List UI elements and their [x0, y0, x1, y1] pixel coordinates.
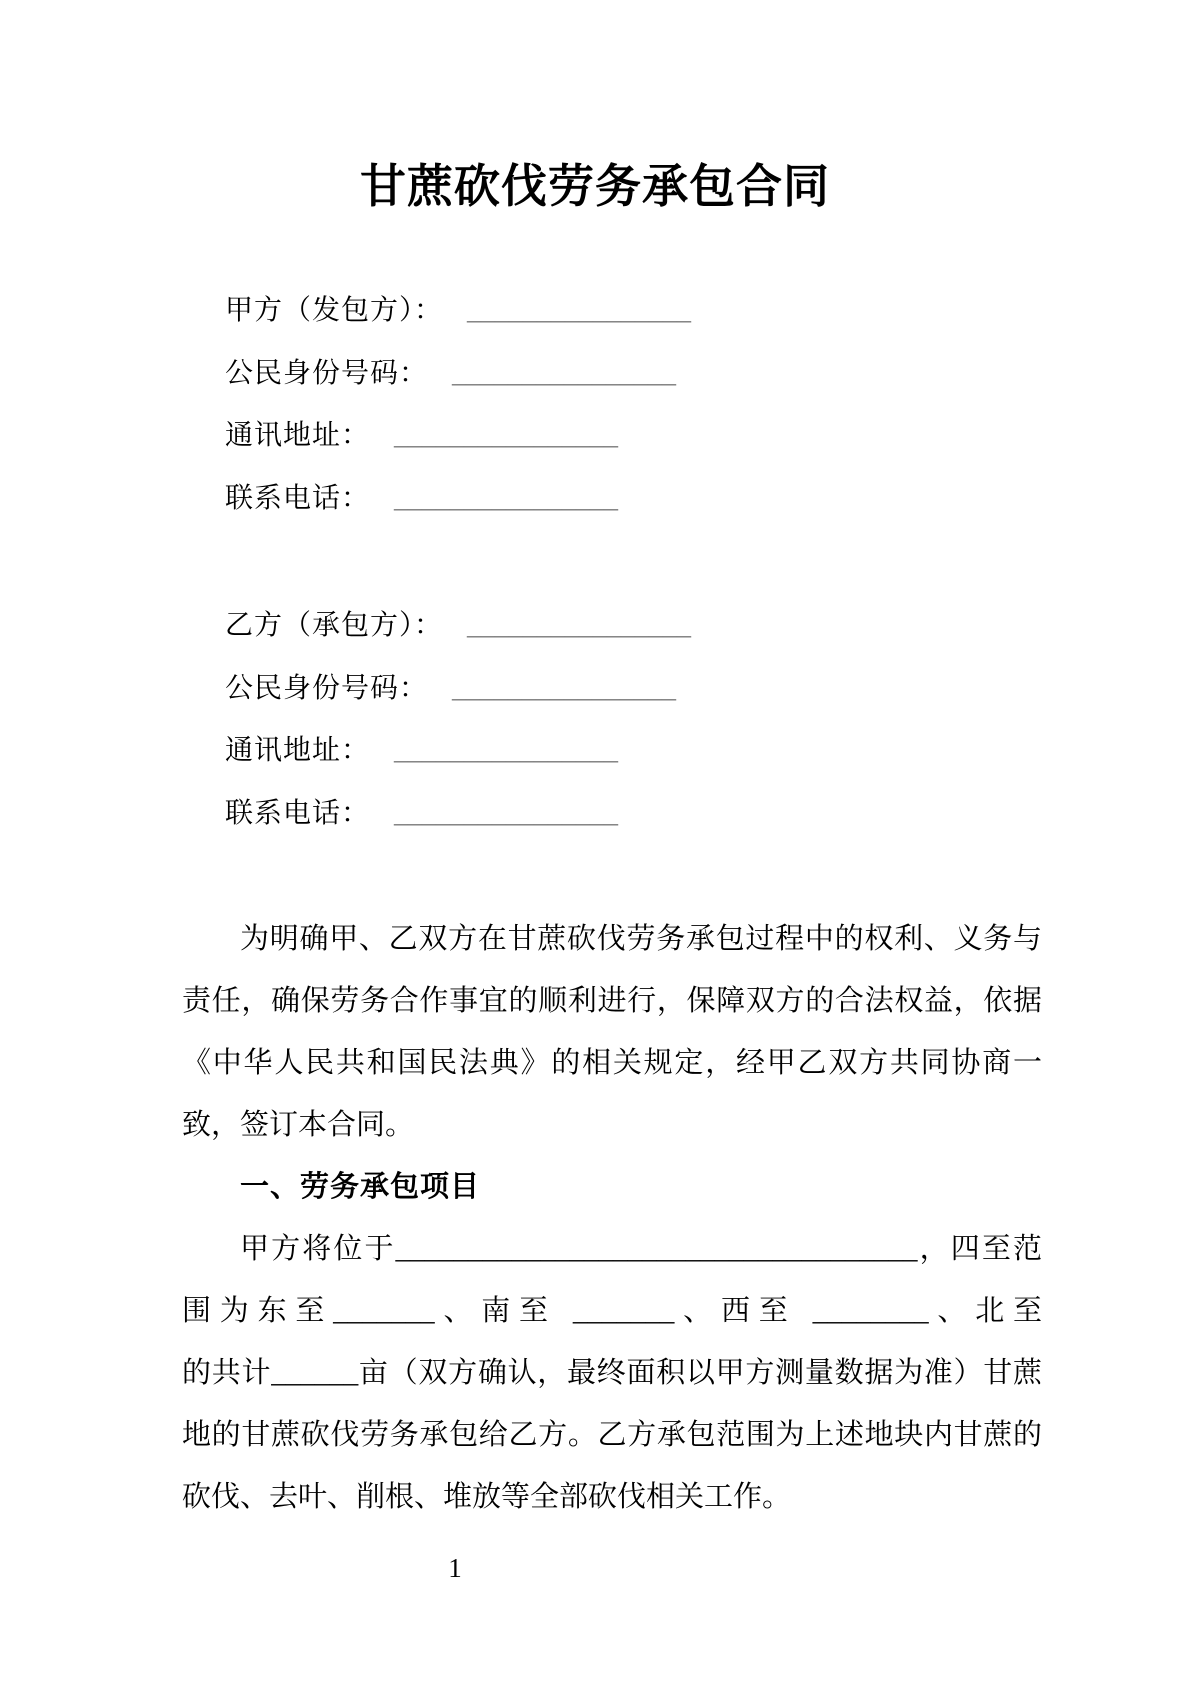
contract-body [182, 908, 1042, 1528]
party-a-name-label: 甲方（发包方）： [225, 295, 444, 326]
party-a-address-blank-line: ________________ [394, 420, 619, 451]
section-1-line: 地的甘蔗砍伐劳务承包给乙方。乙方承包范围为上述地块内甘蔗的 [182, 1419, 1042, 1451]
document-title: 甘蔗砍伐劳务承包合同 [360, 161, 830, 212]
party-a-name-row [225, 280, 691, 343]
party-b-id-row [225, 658, 691, 721]
party-a-phone-blank-line: ________________ [394, 482, 619, 514]
party-a-id-blank-line: ________________ [452, 357, 677, 389]
intro-line: 致，签订本合同。 [182, 1109, 415, 1141]
section-1-line: 甲方将位于____________________________________，四至范 [240, 1233, 1042, 1265]
party-b-name-row [225, 595, 691, 658]
section-1-line: 围为东至_______、南至 _______、西至 ________、北至 [182, 1295, 1042, 1327]
party-b-phone-blank-line: ________________ [394, 797, 619, 829]
party-b-phone-row [225, 783, 691, 846]
party-b-name-label: 乙方（承包方）： [225, 610, 444, 641]
section-1-heading: 一、劳务承包项目 [240, 1171, 481, 1203]
intro-line: 《中华人民共和国民法典》的相关规定，经甲乙双方共同协商一 [182, 1047, 1042, 1079]
party-b-id-blank-line: ________________ [452, 672, 677, 704]
party-b-name-blank-line: ________________ [467, 610, 692, 641]
party-a-phone-row [225, 468, 691, 531]
intro-line: 责任，确保劳务合作事宜的顺利进行，保障双方的合法权益，依据 [182, 985, 1042, 1017]
party-b-address-row [225, 720, 691, 783]
party-b-block [225, 595, 691, 845]
page-number: 1 [448, 1553, 462, 1583]
section-1-line: 砍伐、去叶、削根、堆放等全部砍伐相关工作。 [182, 1481, 792, 1513]
party-b-id-label: 公民身份号码： [225, 672, 429, 704]
party-a-address-row [225, 405, 691, 468]
party-a-name-blank-line: ________________ [467, 295, 692, 326]
party-a-phone-label: 联系电话： [225, 482, 371, 514]
party-a-block [225, 280, 691, 530]
party-a-id-label: 公民身份号码： [225, 357, 429, 389]
party-b-address-blank-line: ________________ [394, 735, 619, 766]
section-1-line: 的共计______亩（双方确认，最终面积以甲方测量数据为准）甘蔗 [182, 1357, 1042, 1389]
party-b-phone-label: 联系电话： [225, 797, 371, 829]
party-b-address-label: 通讯地址： [225, 735, 371, 766]
intro-line: 为明确甲、乙双方在甘蔗砍伐劳务承包过程中的权利、义务与 [240, 923, 1042, 955]
party-a-address-label: 通讯地址： [225, 420, 371, 451]
party-a-id-row [225, 343, 691, 406]
